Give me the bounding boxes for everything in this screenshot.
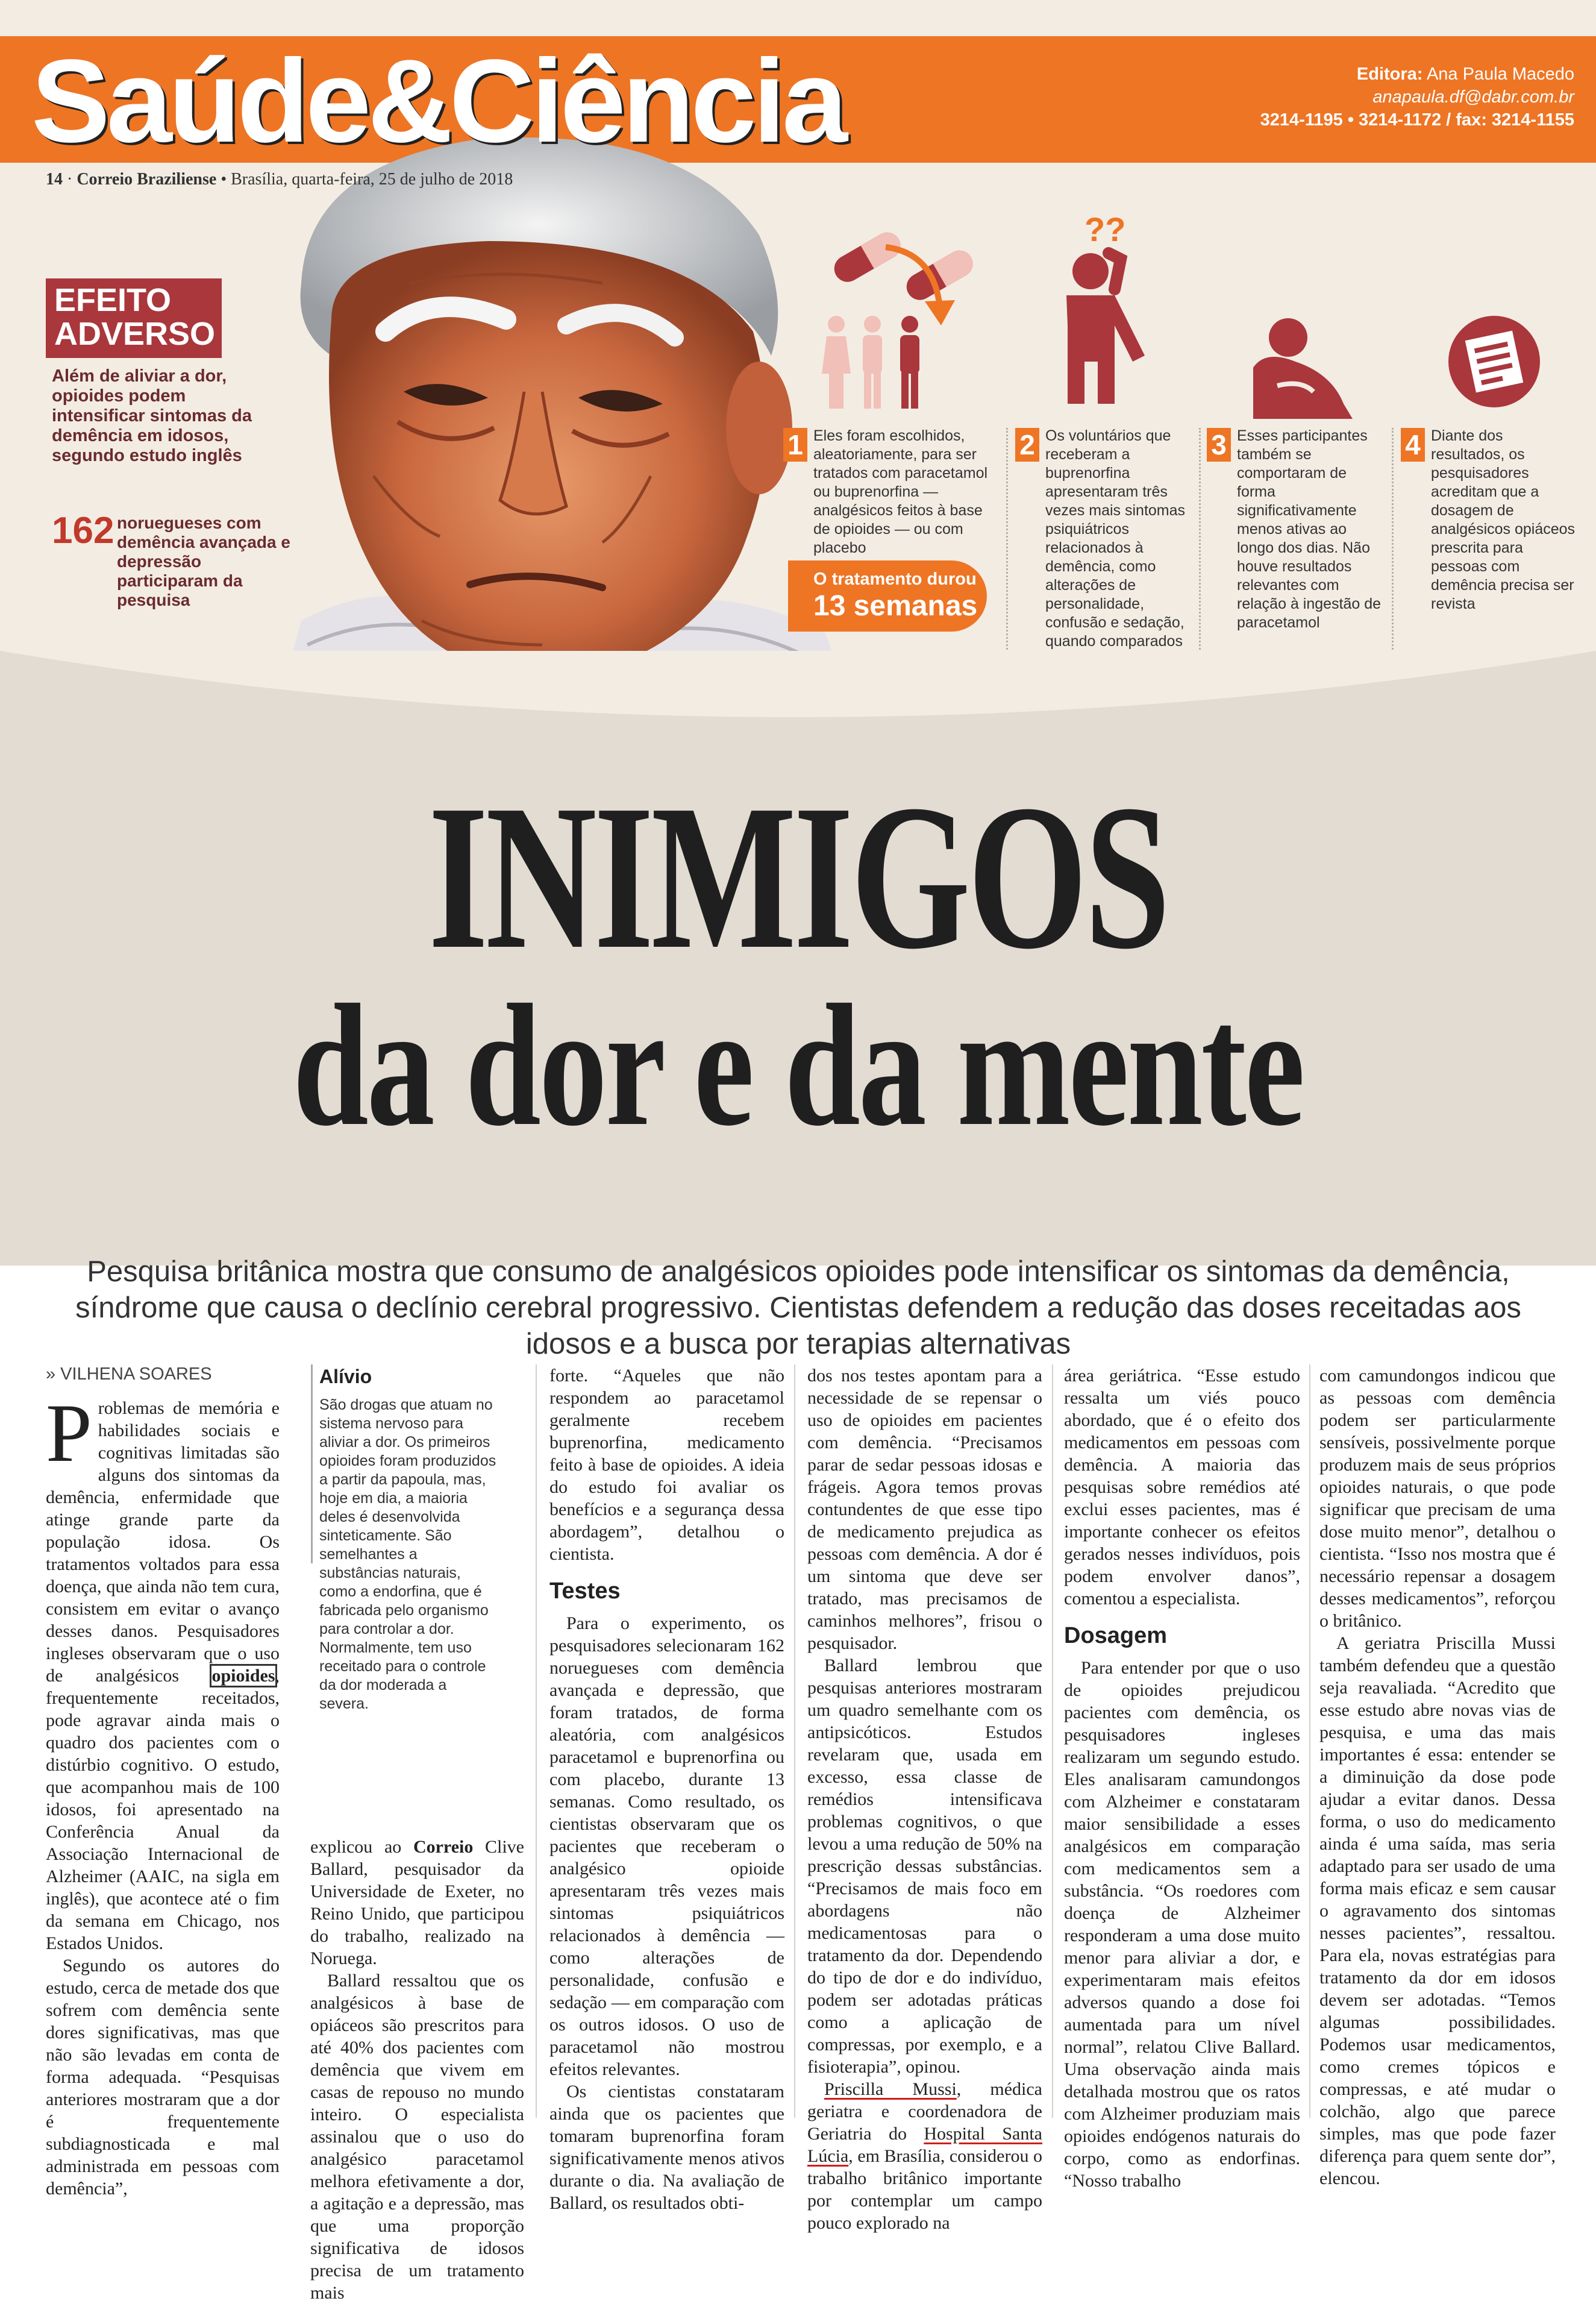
text-run: explicou ao [310, 1837, 402, 1857]
column-divider [1309, 1364, 1310, 2118]
column-divider [794, 1364, 795, 2118]
article-paragraph: área geriátrica. “Esse estudo ressalta um viés pouco abordado, que é o efeito dos medicamentos em pessoas com demência. A maioria das pesquisas sobre remédios até exclui esses pacientes, mas é importante conhecer os efeitos gerados nesses indivíduos, pois podem envolver danos”, comentou a especialista. [1064, 1366, 1300, 1609]
article-paragraph: Os cientistas constataram ainda que os pacientes que tomaram buprenorfina foram significativamente menos ativos durante o dia. Na avaliação de Ballard, os resultados obti- [549, 2082, 784, 2213]
edition-date: Brasília, quarta-feira, 25 de julho de 2018 [231, 170, 513, 189]
byline: » VILHENA SOARES [46, 1364, 212, 1384]
sidebar-title: EFEITO ADVERSO [46, 278, 222, 358]
section-masthead: Saúde&Ciência [31, 35, 844, 167]
article-column-4 [807, 1364, 1042, 2234]
article-column-5 [1064, 1364, 1300, 2192]
step-text: Esses participantes também se comportaram de forma significativamente menos ativas ao longo dos dias. Não houve resultados relevantes com relação à ingestão de paracetamol [1237, 427, 1382, 631]
paper-name: Correio Braziliense [77, 170, 217, 189]
step-number: 3 [1207, 428, 1231, 462]
person-name: Priscilla Mussi [824, 2079, 957, 2099]
subheading-dosagem: Dosagem [1064, 1623, 1168, 1648]
duration-label: O tratamento durou [813, 570, 977, 589]
participants-stat-text: noruegueses com demência avançada e depressão participaram da pesquisa [117, 513, 290, 609]
box-text: São drogas que atuam no sistema nervoso para aliviar a dor. Os primeiros opioides foram produzidos a partir da papoula, mas, hoje em dia, a maioria deles é desenvolvida sinteticamente. São semelhantes a substâncias naturais, como a endorfina, que é fabricada pelo organismo para controlar a dor. Normalmente, tem uso receitado para o controle da dor moderada a severa. [319, 1396, 496, 1712]
step-number: 2 [1015, 428, 1039, 462]
article-column-2 [310, 1836, 524, 2304]
article-paragraph: Segundo os autores do estudo, cerca de metade dos que sofrem com demência sente dores significativas, mas que não são levadas em conta de forma adequada. “Pesquisas anteriores mostraram que a dor é frequentemente subdiagnosticada e mal administrada em pessoas com demência”, [46, 1956, 280, 2199]
divider [1199, 428, 1201, 675]
step-text: Diante dos resultados, os pesquisadores acreditam que a dosagem de analgésicos opiáceos prescrita para pessoas com demência precisa ser revista [1431, 427, 1576, 612]
editor-name: Ana Paula Macedo [1426, 64, 1574, 84]
editor-credits [1260, 63, 1574, 131]
article-column-1 [46, 1387, 280, 2200]
infographic-band [0, 0, 1596, 753]
article-paragraph [310, 1836, 524, 1970]
subheading-testes: Testes [549, 1578, 621, 1604]
infographic-steps [783, 428, 1579, 681]
article-paragraph: Para o experimento, os pesquisadores selecionaram 162 noruegueses com demência avançada e depressão, que foram tratados, de forma aleatória, com analgésicos paracetamol e buprenorfina ou com placebo, durante 13 semanas. Como resultado, os cientistas observaram que os pacientes que receberam o analgésico opioide apresentaram três vezes mais sintomas psiquiátricos relacionados à demência — como alterações de personalidade, confusão e sedação — em comparação com os outros idosos. O uso de paracetamol não mostrou efeitos relevantes. [549, 1613, 784, 2079]
prescription-icon [1446, 313, 1542, 410]
box-title: Alívio [319, 1366, 372, 1387]
column-divider [1052, 1364, 1053, 2118]
step-number: 1 [783, 428, 807, 462]
sidebar-intro: Além de aliviar a dor, opioides podem intensificar sintomas da demência em idosos, segundo estudo inglês [52, 366, 252, 465]
article-paragraph: forte. “Aqueles que não respondem ao paracetamol geralmente recebem buprenorfina, medicamento feito à base de opioides. A ideia do estudo foi avaliar os benefícios e a segurança dessa abordagem”, detalhou o cientista. [549, 1366, 784, 1564]
article-paragraph: Ballard ressaltou que os analgésicos à base de opiáceos são prescritos para até 40% dos pacientes com demência que vivem em casas de repouso no mundo inteiro. O especialista assinalou que o uso do analgésico paracetamol melhora efetivamente a dor, a agitação e a depressão, mas que uma proporção significativa de idosos precisa de um tratamento mais [310, 1971, 524, 2303]
editor-phones: 3214-1195 • 3214-1172 / fax: 3214-1155 [1260, 110, 1574, 130]
svg-text:??: ?? [1084, 210, 1126, 248]
article-paragraph: Para entender por que o uso de opioides prejudicou pacientes com demência, os pesquisadores ingleses realizaram um segundo estudo. Eles analisaram camundongos com Alzheimer e constataram maior sensibilidade a esses analgésicos em comparação com medicamentos sem a substância. “Os roedores com doença de Alzheimer responderam a uma dose muito menor para aliviar a dor, e experimentaram mais efeitos adversos quando a dose foi aumentada para um nível normal”, relatou Clive Ballard. Uma observação ainda mais detalhada mostrou que os ratos com Alzheimer produziam mais opioides endógenos naturais do corpo, como as endorfinas. “Nosso trabalho [1064, 1658, 1300, 2191]
divider [1006, 428, 1008, 675]
step-text: Os voluntários que receberam a buprenorfina apresentaram três vezes mais sintomas psiquiátricos relacionados à demência, como alterações de personalidade, confusão e sedação, quando comparados [1045, 427, 1186, 650]
step-text: Eles foram escolhidos, aleatoriamente, para ser tratados com paracetamol ou buprenorfina — analgésicos feitos à base de opioides — ou com placebo [813, 427, 988, 556]
article-paragraph: com camundongos indicou que as pessoas com demência podem ser particularmente sensíveis, possivelmente porque produzem mais de seus próprios opioides naturais, o que pode significar que precisam de uma dose muito menor”, detalhou o cientista. “Isso nos mostra que é necessário repensar a dosagem desses medicamentos”, reforçou o britânico. [1319, 1366, 1556, 1631]
article-paragraph: Ballard lembrou que pesquisas anteriores mostraram um quadro semelhante com os antipsicóticos. Estudos revelaram que, usada em excesso, essa classe de remédios intensificava problemas cognitivos, o que levou a uma redução de 50% na prescrição dessas substâncias. “Precisamos de mais foco em abordagens não medicamentosas para o tratamento da dor. Dependendo do tipo de dor e do indivíduo, podem ser adotadas práticas como a aplicação de compressas, por exemplo, e a fisioterapia”, opinou. [807, 1656, 1042, 2077]
box-rule [311, 1364, 313, 1563]
editor-label: Editora: [1356, 64, 1423, 84]
article-paragraph: dos nos testes apontam para a necessidade de se repensar o uso de opioides em pacientes com demência. “Precisamos parar de sedar pessoas idosas e frágeis. Agora temos provas contundentes de que esse tipo de medicamento prejudica as pessoas com demência. A dor é um sintoma que deve ser tratado, mas precisamos de caminhos melhores”, frisou o pesquisador. [807, 1366, 1042, 1653]
text-run: , frequentemente receitados, pode agravar ainda mais o quadro dos pacientes com o distúrbio cognitivo. O estudo, que acompanhou mais de 100 idosos, foi apresentado na Conferência Anual da Associação Internacional de Alzheimer (AAIC, na sigla em inglês), que acontece até o fim da semana em Chicago, nos Estados Unidos. [46, 1666, 280, 1953]
confused-person-icon [1048, 211, 1157, 404]
editor-email[interactable]: anapaula.df@dabr.com.br [1372, 87, 1574, 107]
article-paragraph [807, 2078, 1042, 2234]
text-run: , médica geriatra e coordenadora de Geriatria do [807, 2079, 1042, 2144]
headline-line-1: INIMIGOS [428, 762, 1168, 992]
people-group-icon [819, 313, 940, 410]
glossary-box [319, 1364, 500, 1713]
treatment-duration-badge [788, 560, 987, 632]
article-column-3 [549, 1364, 784, 2214]
article-paragraph: A geriatra Priscilla Mussi também defendeu que a questão seja reavaliada. “Acredito que esse estudo abre novas vias de pesquisa, e uma das mais importantes é essa: entender se a diminuição da dose pode ajudar a evitar danos. Dessa forma, o uso do medicamento ainda é uma saída, mas seria adaptado para ser usado de uma forma mais eficaz e sem causar o agravamento dos sintomas nesses pacientes”, ressaltou. Para ela, novas estratégias para tratamento da dor em idosos devem ser adotadas. “Temos algumas possibilidades. Podemos usar medicamentos, como cremes tópicos e compressas, e até mudar o colchão, algo que parece simples, mas que pode fazer diferença para quem sente dor”, elencou. [1319, 1633, 1556, 2188]
subheadline: Pesquisa britânica mostra que consumo de analgésicos opioides pode intensificar os sintomas da demência, síndrome que causa o declínio cerebral progressivo. Cientistas defendem a redução das doses receitadas aos idosos e a busca por terapias alternativas [75, 1255, 1521, 1360]
article-paragraph [46, 1387, 280, 1954]
text-run: roblemas de memória e habilidades sociais e cognitivas limitadas são alguns dos sintomas da demência, enfermidade que atinge grande parte da população idosa. Os tratamentos voltados para essa doença, que ainda não tem cura, consistem em evitar o avanço desses danos. Pesquisadores ingleses observaram que o uso de analgésicos [46, 1398, 280, 1686]
page-number: 14 [46, 170, 63, 189]
text-run: , em Brasília, considerou o trabalho britânico importante por contemplar um campo pouco explorado na [807, 2146, 1042, 2233]
participants-stat: 162 [52, 510, 114, 551]
duration-value: 13 semanas [813, 590, 978, 622]
headline-line-2: da dor e da mente [293, 968, 1303, 1162]
drop-cap: P [46, 1387, 92, 1479]
sad-sitting-person-icon [1241, 313, 1362, 422]
dateline: 14 · Correio Braziliense • Brasília, quarta-feira, 25 de julho de 2018 [46, 170, 513, 189]
highlighted-term: opioides [211, 1666, 275, 1686]
divider [1392, 428, 1394, 675]
hospital-name: Hospital Santa Lúcia [807, 2124, 1042, 2166]
step-number: 4 [1401, 428, 1425, 462]
headline [0, 762, 1596, 1162]
paper-name-inline: Correio [413, 1837, 474, 1857]
text-run: Clive Ballard, pesquisador da Universidade de Exeter, no Reino Unido, que participou do trabalho, realizado na Noruega. [310, 1837, 524, 1968]
article-column-6 [1319, 1364, 1556, 2189]
column-divider [536, 1364, 537, 2118]
